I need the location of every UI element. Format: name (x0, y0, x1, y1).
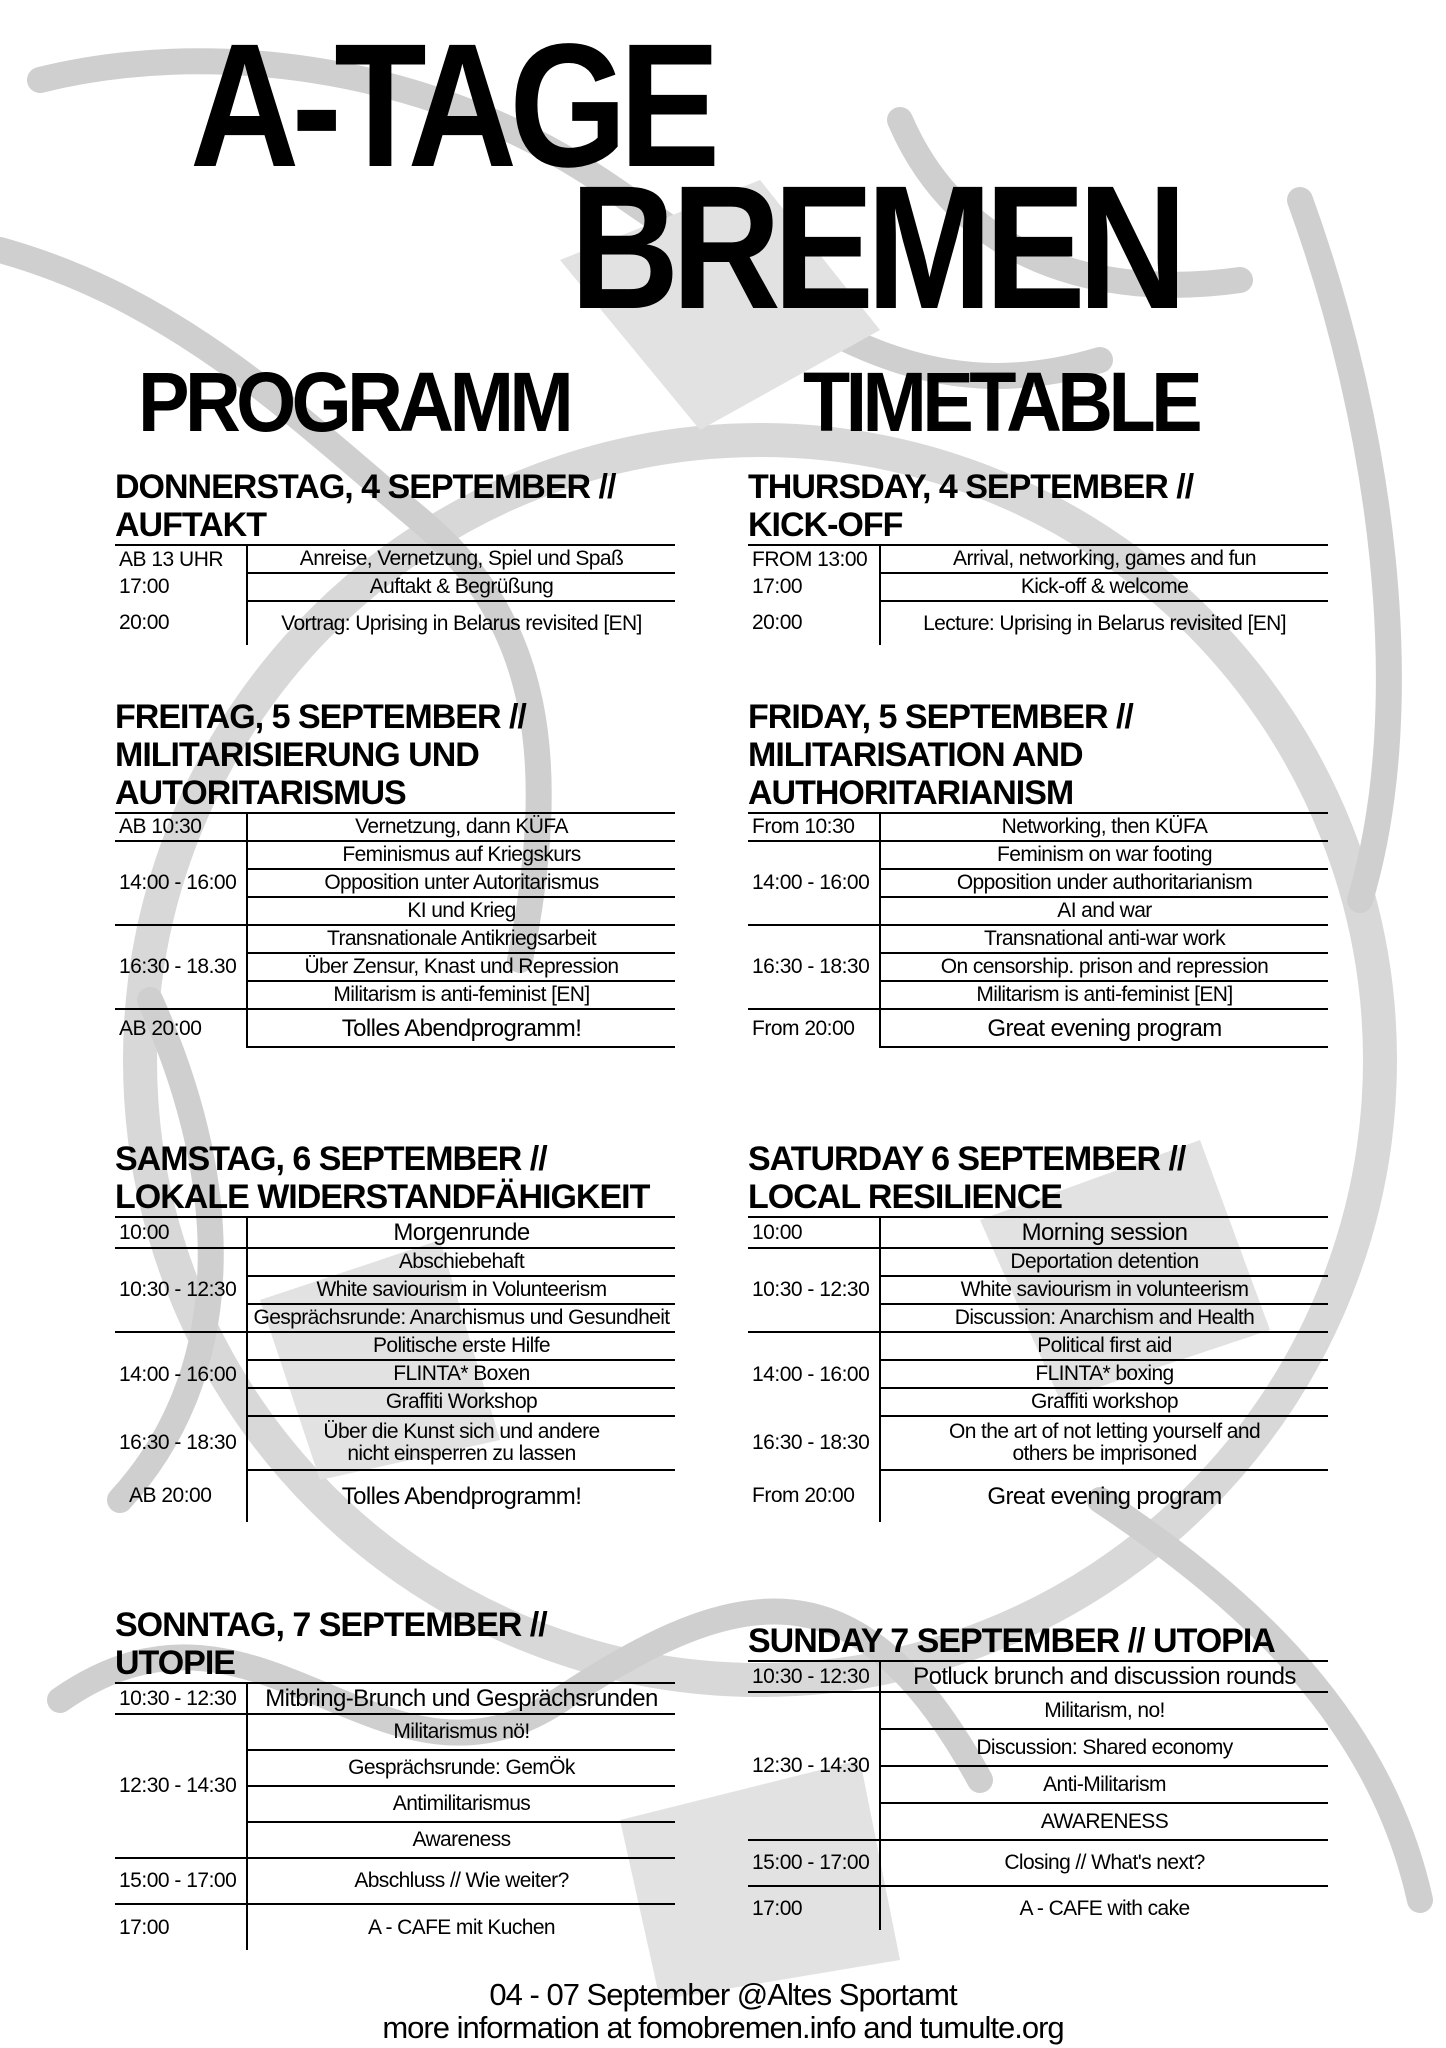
day-title: SAMSTAG, 6 SEPTEMBER // LOKALE WIDERSTANDFÄHIGKEIT (115, 1140, 650, 1216)
schedule-table (115, 1216, 675, 1522)
event-cell: Great evening program (987, 1483, 1222, 1511)
event-cell: AI and war (880, 897, 1328, 925)
time-cell: 16:30 - 18:30 (748, 1416, 880, 1470)
event-cell: Vernetzung, dann KÜFA (247, 813, 675, 841)
time-cell: 10:30 - 12:30 (115, 1248, 247, 1332)
event-cell: Opposition unter Autoritarismus (247, 869, 675, 897)
day-title: THURSDAY, 4 SEPTEMBER // KICK-OFF (748, 468, 1194, 544)
day-title: FREITAG, 5 SEPTEMBER // MILITARISIERUNG UND AUTORITARISMUS (115, 698, 526, 812)
table-row (115, 573, 675, 601)
event-cell: Transnational anti-war work (880, 925, 1328, 953)
time-cell: 12:30 - 14:30 (748, 1692, 880, 1840)
event-cell: Militarism is anti-feminist [EN] (247, 981, 675, 1009)
timetable-heading: TIMETABLE (803, 355, 1199, 449)
table-row (115, 1332, 675, 1360)
table-row (115, 1904, 675, 1950)
time-cell: 16:30 - 18.30 (115, 925, 247, 1009)
event-cell: Politische erste Hilfe (247, 1332, 675, 1360)
friday-section-de (115, 698, 675, 1048)
time-cell: 14:00 - 16:00 (115, 841, 247, 925)
event-cell: Gesprächsrunde: GemÖk (247, 1750, 675, 1786)
event-cell: Political first aid (880, 1332, 1328, 1360)
event-cell: Vortrag: Uprising in Belarus revisited [EN] (281, 611, 642, 635)
footer-info-links: more information at fomobremen.info and tumulte.org (382, 2010, 1064, 2045)
table-row (115, 1217, 675, 1248)
event-cell: Gesprächsrunde: Anarchismus und Gesundheit (247, 1304, 675, 1332)
event-cell: Graffiti Workshop (247, 1388, 675, 1416)
event-cell: Abschluss // Wie weiter? (247, 1858, 675, 1904)
event-cell: Anreise, Vernetzung, Spiel und Spaß (247, 545, 675, 573)
table-row (748, 841, 1328, 869)
time-cell: 17:00 (115, 1904, 247, 1950)
event-cell: Morning session (880, 1217, 1328, 1248)
schedule-table (115, 1682, 675, 1950)
table-row (748, 1248, 1328, 1276)
event-cell: Antimilitarismus (247, 1786, 675, 1822)
event-cell: White saviourism in Volunteerism (247, 1276, 675, 1304)
event-cell: Mitbring-Brunch und Gesprächsrunden (247, 1683, 675, 1714)
footer (0, 1978, 1446, 2044)
table-row (115, 1714, 675, 1750)
friday-section-en (748, 698, 1328, 1048)
programm-heading: PROGRAMM (138, 355, 570, 449)
event-cell: Feminism on war footing (880, 841, 1328, 869)
event-cell: A - CAFE mit Kuchen (367, 1915, 555, 1939)
table-row (748, 1332, 1328, 1360)
time-cell: 10:30 - 12:30 (115, 1683, 247, 1714)
table-row (748, 601, 1328, 645)
footer-dates-venue: 04 - 07 September @Altes Sportamt (489, 1977, 957, 2012)
table-row (115, 1470, 675, 1522)
table-row (115, 841, 675, 869)
time-cell: From 20:00 (748, 1009, 880, 1047)
event-cell: Militarismus nö! (247, 1714, 675, 1750)
time-cell: 14:00 - 16:00 (115, 1332, 247, 1416)
table-row (115, 813, 675, 841)
schedule-table (748, 1660, 1328, 1930)
table-row (748, 1692, 1328, 1729)
day-title: SATURDAY 6 SEPTEMBER // LOCAL RESILIENCE (748, 1140, 1186, 1216)
time-cell: AB 13 UHR (115, 545, 247, 573)
table-row (748, 545, 1328, 573)
event-cell: White saviourism in volunteerism (880, 1276, 1328, 1304)
table-row (115, 925, 675, 953)
thursday-section-en (748, 468, 1328, 645)
title-line-2: BREMEN (570, 150, 1180, 346)
table-row (748, 1470, 1328, 1522)
table-row (748, 1416, 1328, 1470)
event-cell: AWARENESS (880, 1803, 1328, 1840)
table-row (748, 1009, 1328, 1047)
time-cell: From 10:30 (748, 813, 880, 841)
time-cell: 16:30 - 18:30 (115, 1416, 247, 1470)
saturday-section-de (115, 1140, 675, 1522)
time-cell: 20:00 (115, 601, 247, 645)
table-row (115, 1009, 675, 1047)
time-cell: 10:00 (748, 1217, 880, 1248)
table-row (115, 1248, 675, 1276)
time-cell: 17:00 (748, 573, 880, 601)
table-row (748, 1886, 1328, 1930)
event-cell: Arrival, networking, games and fun (880, 545, 1328, 573)
time-cell: 16:30 - 18:30 (748, 925, 880, 1009)
time-cell: From 20:00 (748, 1470, 880, 1522)
event-cell: Militarism, no! (880, 1692, 1328, 1729)
schedule-table (748, 812, 1328, 1048)
saturday-section-en (748, 1140, 1328, 1522)
schedule-table (748, 1216, 1328, 1522)
table-row (748, 573, 1328, 601)
event-cell: Feminismus auf Kriegskurs (247, 841, 675, 869)
time-cell: 14:00 - 16:00 (748, 1332, 880, 1416)
event-cell: Anti-Militarism (880, 1766, 1328, 1803)
schedule-table (115, 812, 675, 1048)
event-cell: Awareness (247, 1822, 675, 1858)
table-row (748, 1840, 1328, 1886)
time-cell: 10:00 (115, 1217, 247, 1248)
time-cell: 12:30 - 14:30 (115, 1714, 247, 1858)
table-row (748, 1661, 1328, 1692)
event-cell: A - CAFE with cake (1019, 1896, 1190, 1920)
day-title: FRIDAY, 5 SEPTEMBER // MILITARISATION AND AUTHORITARIANISM (748, 698, 1133, 812)
event-cell: Über die Kunst sich und andere nicht einsperren zu lassen (247, 1416, 675, 1470)
sunday-section-en (748, 1622, 1328, 1930)
time-cell: 20:00 (748, 601, 880, 645)
table-row (748, 1217, 1328, 1248)
title-line-1: A-TAGE (190, 8, 713, 204)
event-cell: Lecture: Uprising in Belarus revisited [EN] (923, 611, 1286, 635)
event-cell: Great evening program (880, 1009, 1328, 1047)
day-title: SUNDAY 7 SEPTEMBER // UTOPIA (748, 1622, 1275, 1660)
table-row (115, 545, 675, 573)
event-cell: Opposition under authoritarianism (880, 869, 1328, 897)
event-cell: FLINTA* boxing (880, 1360, 1328, 1388)
sunday-section-de (115, 1606, 675, 1950)
time-cell: FROM 13:00 (748, 545, 880, 573)
event-cell: On censorship. prison and repression (880, 953, 1328, 981)
table-row (748, 813, 1328, 841)
table-row (115, 1858, 675, 1904)
time-cell: 15:00 - 17:00 (115, 1858, 247, 1904)
event-cell: Kick-off & welcome (880, 573, 1328, 601)
time-cell: 15:00 - 17:00 (748, 1840, 880, 1886)
table-row (115, 1416, 675, 1470)
event-cell: FLINTA* Boxen (247, 1360, 675, 1388)
event-cell: Militarism is anti-feminist [EN] (880, 981, 1328, 1009)
schedule-table (748, 544, 1328, 645)
time-cell: 10:30 - 12:30 (748, 1248, 880, 1332)
event-cell: Closing // What's next? (880, 1840, 1328, 1886)
schedule-table (115, 544, 675, 645)
event-cell: Networking, then KÜFA (880, 813, 1328, 841)
thursday-section-de (115, 468, 675, 645)
time-cell: AB 20:00 (115, 1009, 247, 1047)
event-cell: Potluck brunch and discussion rounds (880, 1661, 1328, 1692)
event-cell: Graffiti workshop (880, 1388, 1328, 1416)
time-cell: 17:00 (115, 573, 247, 601)
event-cell: Transnationale Antikriegsarbeit (247, 925, 675, 953)
event-cell: Discussion: Shared economy (880, 1729, 1328, 1766)
time-cell: AB 10:30 (115, 813, 247, 841)
day-title: DONNERSTAG, 4 SEPTEMBER // AUFTAKT (115, 468, 616, 544)
time-cell: 17:00 (748, 1886, 880, 1930)
event-cell: Morgenrunde (247, 1217, 675, 1248)
table-row (115, 1683, 675, 1714)
time-cell: 14:00 - 16:00 (748, 841, 880, 925)
table-row (748, 925, 1328, 953)
day-title: SONNTAG, 7 SEPTEMBER // UTOPIE (115, 1606, 547, 1682)
event-cell: Tolles Abendprogramm! (247, 1009, 675, 1047)
event-cell: Tolles Abendprogramm! (341, 1483, 582, 1511)
event-cell: Deportation detention (880, 1248, 1328, 1276)
event-cell: KI und Krieg (247, 897, 675, 925)
time-cell: AB 20:00 (115, 1470, 247, 1522)
event-cell: Über Zensur, Knast und Repression (247, 953, 675, 981)
event-cell: On the art of not letting yourself and others be imprisoned (880, 1416, 1328, 1470)
event-cell: Abschiebehaft (247, 1248, 675, 1276)
event-cell: Discussion: Anarchism and Health (880, 1304, 1328, 1332)
table-row (115, 601, 675, 645)
event-cell: Auftakt & Begrüßung (247, 573, 675, 601)
time-cell: 10:30 - 12:30 (748, 1661, 880, 1692)
